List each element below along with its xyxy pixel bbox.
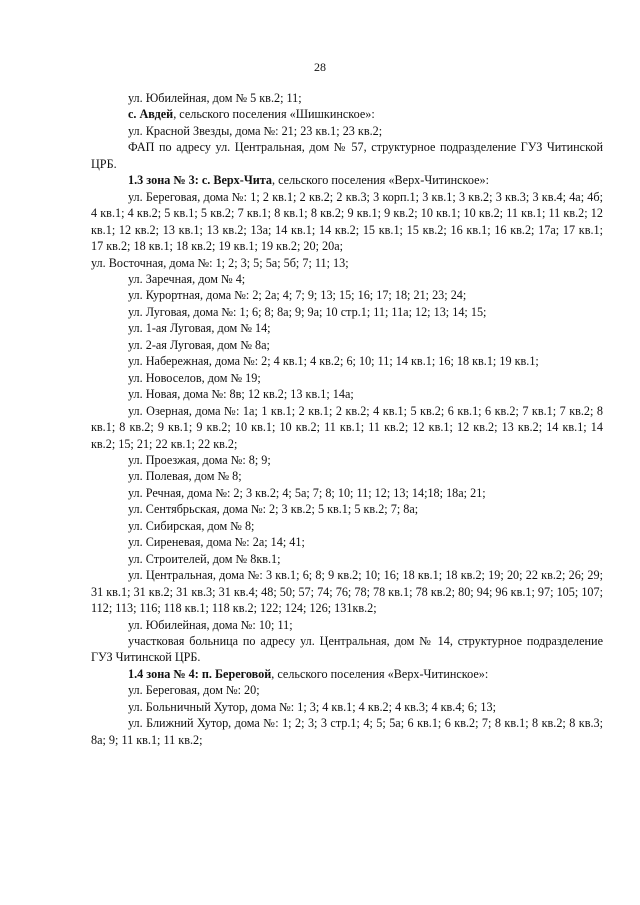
text-run: ул. Больничный Хутор, дома №: 1; 3; 4 кв.1; 4 кв.2; 4 кв.3; 4 кв.4; 6; 13; bbox=[128, 699, 496, 714]
paragraph bbox=[91, 386, 603, 402]
text-run: ул. Юбилейная, дом № 5 кв.2; 11; bbox=[128, 91, 302, 105]
paragraph bbox=[91, 172, 603, 188]
paragraph bbox=[91, 320, 603, 336]
paragraph bbox=[91, 353, 603, 369]
text-run: ул. Набережная, дома №: 2; 4 кв.1; 4 кв.2; 6; 10; 11; 14 кв.1; 16; 18 кв.1; 19 кв.1; bbox=[128, 354, 539, 369]
bold-text: 1.4 зона № 4: п. Береговой bbox=[128, 666, 272, 681]
text-run: ул. Новоселов, дом № 19; bbox=[128, 370, 261, 385]
paragraph bbox=[91, 715, 603, 748]
text-run: ул. Юбилейная, дома №: 10; 11; bbox=[128, 617, 293, 632]
text-run: ул. Сиреневая, дома №: 2а; 14; 41; bbox=[128, 535, 305, 550]
paragraph bbox=[91, 189, 603, 255]
text-run: ул. Береговая, дома №: 1; 2 кв.1; 2 кв.2; 2 кв.3; 3 корп.1; 3 кв.1; 3 кв.2; 3 кв.3; 3 кв.4; 4а; 4б; 4 кв.1; 4 кв.2; 5 кв.1; 5 кв.2; 7 кв.1; 8 кв.1; 8 кв.2; 9 кв.1; 9 кв.2; 10 кв.1; 10 кв.2; 11 кв.1; 11 кв.2; 12 кв.1; 12 кв.2; 13 кв.1; 13 кв.2; 13а; 14 кв.1; 14 кв.2; 15 кв.1; 15 кв.2; 16 кв.1; 16 кв.2; 17а; 17 кв.1; 17 кв.2; 18 кв.1; 18 кв.2; 19 кв.1; 19 кв.2; 20; 20а; bbox=[91, 189, 603, 254]
paragraph bbox=[91, 271, 603, 287]
text-run: ул. Ближний Хутор, дома №: 1; 2; 3; 3 стр.1; 4; 5; 5а; 6 кв.1; 6 кв.2; 7; 8 кв.1; 8 кв.2; 8 кв.3; 8а; 9; 11 кв.1; 11 кв.2; bbox=[91, 716, 603, 747]
text-run: ул. Центральная, дома №: 3 кв.1; 6; 8; 9 кв.2; 10; 16; 18 кв.1; 18 кв.2; 19; 20; 22 кв.2; 26; 29; 31 кв.1; 31 кв.2; 31 кв.3; 31 кв.4; 48; 50; 57; 74; 76; 78; 78 кв.1; 78 кв.2; 80; 94; 96 кв.1; 97; 105; 107; 112; 113; 116; 118 кв.1; 118 кв.2; 122; 124; 126; 131кв.2; bbox=[91, 568, 603, 616]
paragraph bbox=[91, 551, 603, 567]
bold-text: с. Авдей bbox=[128, 107, 174, 122]
text-run: ул. Красной Звезды, дома №: 21; 23 кв.1; 23 кв.2; bbox=[128, 123, 383, 138]
paragraph bbox=[91, 633, 603, 666]
text-run: ул. Курортная, дома №: 2; 2а; 4; 7; 9; 13; 15; 16; 17; 18; 21; 23; 24; bbox=[128, 288, 467, 303]
page-number: 28 bbox=[314, 60, 326, 74]
paragraph bbox=[91, 518, 603, 534]
paragraph bbox=[91, 106, 603, 122]
paragraph bbox=[91, 666, 603, 682]
paragraph bbox=[91, 90, 603, 106]
text-run: ул. Проезжая, дома №: 8; 9; bbox=[128, 452, 271, 467]
paragraph bbox=[91, 139, 603, 172]
text-run: , сельского поселения «Верх-Читинское»: bbox=[272, 173, 489, 188]
text-run: ул. 1-ая Луговая, дом № 14; bbox=[128, 321, 271, 336]
paragraph bbox=[91, 534, 603, 550]
text-run: ул. Озерная, дома №: 1а; 1 кв.1; 2 кв.1; 2 кв.2; 4 кв.1; 5 кв.2; 6 кв.1; 6 кв.2; 7 кв.1; 7 кв.2; 8 кв.1; 8 кв.2; 9 кв.1; 9 кв.2; 10 кв.1; 10 кв.2; 11 кв.1; 11 кв.2; 12 кв.1; 12 кв.2; 13 кв.2; 14 кв.1; 14 кв.2; 15; 21; 22 кв.1; 22 кв.2; bbox=[91, 403, 603, 451]
text-run: ул. 2-ая Луговая, дом № 8а; bbox=[128, 337, 270, 352]
text-run: ул. Луговая, дома №: 1; 6; 8; 8а; 9; 9а; 10 стр.1; 11; 11а; 12; 13; 14; 15; bbox=[128, 304, 487, 319]
paragraph bbox=[91, 699, 603, 715]
text-run: ФАП по адресу ул. Центральная, дом № 57, структурное подразделение ГУЗ Читинской ЦРБ. bbox=[91, 140, 603, 171]
paragraph bbox=[91, 304, 603, 320]
paragraph bbox=[91, 370, 603, 386]
paragraph bbox=[91, 501, 603, 517]
paragraph bbox=[91, 123, 603, 139]
text-run: ул. Заречная, дом № 4; bbox=[128, 271, 246, 286]
text-run: ул. Сентябрьская, дома №: 2; 3 кв.2; 5 кв.1; 5 кв.2; 7; 8а; bbox=[128, 502, 419, 517]
text-run: ул. Строителей, дом № 8кв.1; bbox=[128, 551, 281, 566]
text-run: ул. Береговая, дом №: 20; bbox=[128, 683, 260, 698]
bold-text: 1.3 зона № 3: с. Верх-Чита bbox=[128, 173, 273, 188]
paragraph bbox=[91, 485, 603, 501]
text-run: ул. Сибирская, дом № 8; bbox=[128, 518, 255, 533]
paragraph bbox=[91, 468, 603, 484]
paragraph bbox=[91, 337, 603, 353]
paragraph bbox=[91, 567, 603, 616]
document-body bbox=[91, 90, 603, 748]
paragraph bbox=[91, 255, 603, 271]
text-run: ул. Восточная, дома №: 1; 2; 3; 5; 5а; 5б; 7; 11; 13; bbox=[91, 255, 349, 270]
text-run: , сельского поселения «Верх-Читинское»: bbox=[271, 666, 489, 681]
text-run: , сельского поселения «Шишкинское»: bbox=[173, 107, 375, 122]
text-run: участковая больница по адресу ул. Центральная, дом № 14, структурное подразделение ГУЗ Читинской ЦРБ. bbox=[91, 633, 603, 665]
text-run: ул. Новая, дома №: 8в; 12 кв.2; 13 кв.1; 14а; bbox=[128, 387, 354, 402]
paragraph bbox=[91, 682, 603, 698]
paragraph bbox=[91, 403, 603, 452]
paragraph bbox=[91, 452, 603, 468]
text-run: ул. Полевая, дом № 8; bbox=[128, 469, 242, 484]
paragraph bbox=[91, 287, 603, 303]
paragraph bbox=[91, 617, 603, 633]
text-run: ул. Речная, дома №: 2; 3 кв.2; 4; 5а; 7; 8; 10; 11; 12; 13; 14;18; 18а; 21; bbox=[128, 485, 486, 500]
